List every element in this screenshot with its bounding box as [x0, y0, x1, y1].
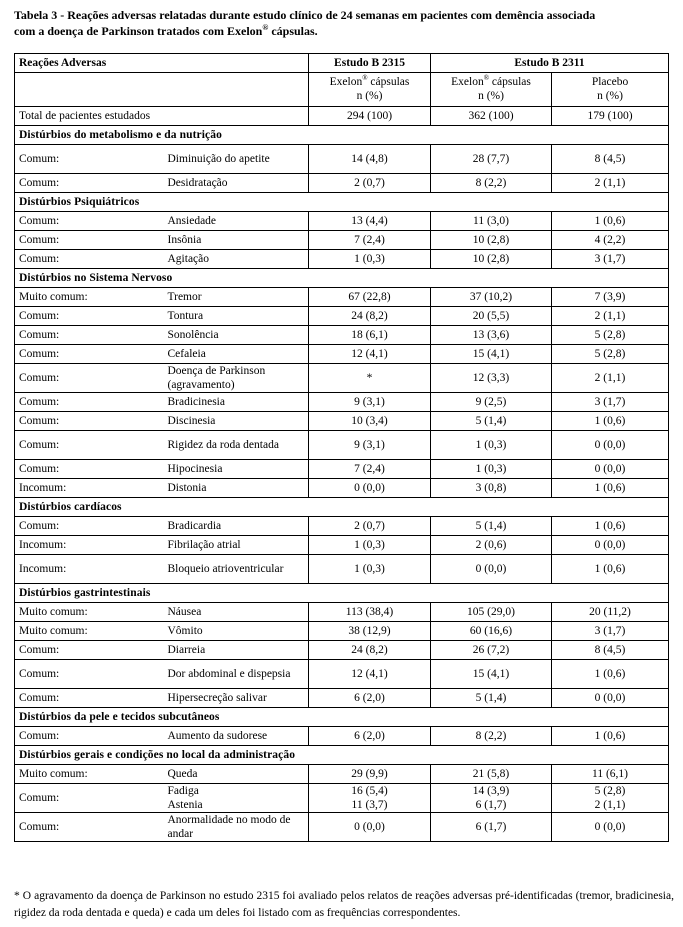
- cell-frequency: Comum:: [15, 145, 164, 174]
- caption-line1: Tabela 3 - Reações adversas relatadas durante estudo clínico de 24 semanas em pacientes com demência associada: [14, 8, 596, 22]
- cell-b2311-placebo: 1 (0,6): [552, 517, 669, 536]
- cell-frequency: Comum:: [15, 250, 164, 269]
- cell-line: 16 (5,4): [351, 785, 388, 797]
- cell-b2315: 38 (12,9): [309, 622, 431, 641]
- cell-b2311-exelon: 8 (2,2): [431, 727, 552, 746]
- cell-b2311-exelon: 1 (0,3): [431, 431, 552, 460]
- table-row: [15, 689, 669, 708]
- cell-reaction: Náusea: [164, 603, 309, 622]
- cell-reaction: Distonia: [164, 479, 309, 498]
- cell-frequency: Comum:: [15, 784, 164, 813]
- cell-b2311-placebo: 5 (2,8): [552, 326, 669, 345]
- cell-b2311-exelon: 9 (2,5): [431, 393, 552, 412]
- header-b2315: Estudo B 2315: [309, 54, 431, 73]
- cell-reaction: Aumento da sudorese: [164, 727, 309, 746]
- cell-reaction: Cefaleia: [164, 345, 309, 364]
- cell-b2315: 1 (0,3): [309, 536, 431, 555]
- cell-reaction: Hipocinesia: [164, 460, 309, 479]
- cell-frequency: Comum:: [15, 326, 164, 345]
- cell-frequency: Comum:: [15, 393, 164, 412]
- table-row: [15, 431, 669, 460]
- cell-b2315: 12 (4,1): [309, 660, 431, 689]
- header-row: [15, 54, 669, 73]
- cell-frequency: Comum:: [15, 212, 164, 231]
- section-title: Distúrbios da pele e tecidos subcutâneos: [15, 708, 669, 727]
- cell-line: Astenia: [167, 799, 203, 811]
- cell-b2311-placebo: 5 (2,8): [552, 345, 669, 364]
- table-row: [15, 536, 669, 555]
- cell-b2311-exelon: 12 (3,3): [431, 364, 552, 393]
- subheader-placebo: Placebo n (%): [552, 73, 669, 107]
- cell-b2311-placebo: 7 (3,9): [552, 288, 669, 307]
- table-row: [15, 393, 669, 412]
- cell-b2311-placebo: 0 (0,0): [552, 813, 669, 842]
- table-row: [15, 364, 669, 393]
- table-row: [15, 641, 669, 660]
- cell-b2311-exelon: 5 (1,4): [431, 689, 552, 708]
- cell-b2311-placebo: 2 (1,1): [552, 174, 669, 193]
- cell-b2311-exelon: 105 (29,0): [431, 603, 552, 622]
- cell-reaction: Desidratação: [164, 174, 309, 193]
- total-row: [15, 107, 669, 126]
- cell-b2315: 12 (4,1): [309, 345, 431, 364]
- section-row: [15, 708, 669, 727]
- cell-b2311-placebo: 1 (0,6): [552, 660, 669, 689]
- header-b2311: Estudo B 2311: [431, 54, 669, 73]
- cell-b2311-exelon: 6 (1,7): [431, 813, 552, 842]
- section-title: Distúrbios Psiquiátricos: [15, 193, 669, 212]
- table-row: [15, 460, 669, 479]
- section-row: [15, 498, 669, 517]
- cell-reaction: Sonolência: [164, 326, 309, 345]
- cell-reaction: Bradicardia: [164, 517, 309, 536]
- cell-b2311-placebo: 2 (1,1): [552, 364, 669, 393]
- table-row: [15, 326, 669, 345]
- cell-b2311-exelon: 15 (4,1): [431, 345, 552, 364]
- cell-b2311-placebo: 0 (0,0): [552, 431, 669, 460]
- cell-b2311-exelon: 10 (2,8): [431, 250, 552, 269]
- section-title: Distúrbios gerais e condições no local da administração: [15, 746, 669, 765]
- cell-b2315: 9 (3,1): [309, 431, 431, 460]
- section-title: Distúrbios cardíacos: [15, 498, 669, 517]
- table-row: [15, 660, 669, 689]
- cell-frequency: Comum:: [15, 345, 164, 364]
- cell-frequency: Comum:: [15, 689, 164, 708]
- cell-frequency: Comum:: [15, 364, 164, 393]
- cell-reaction: Fibrilação atrial: [164, 536, 309, 555]
- cell-reaction: Discinesia: [164, 412, 309, 431]
- cell-reaction: Tremor: [164, 288, 309, 307]
- header-reacoes: Reações Adversas: [15, 54, 309, 73]
- subheader-b2315-exelon: Exelon® cápsulas n (%): [309, 73, 431, 107]
- cell-b2315: 1 (0,3): [309, 250, 431, 269]
- cell-frequency: Comum:: [15, 641, 164, 660]
- cell-line: 2 (1,1): [594, 799, 626, 811]
- cell-frequency: Muito comum:: [15, 603, 164, 622]
- caption-line2: com a doença de Parkinson tratados com Exelon: [14, 24, 263, 38]
- cell-b2311-exelon: 362 (100): [431, 107, 552, 126]
- adverse-reactions-table: [14, 53, 669, 842]
- table-row: [15, 622, 669, 641]
- cell-b2311-placebo: 8 (4,5): [552, 145, 669, 174]
- cell-b2315: 13 (4,4): [309, 212, 431, 231]
- cell-b2311-placebo: 2 (1,1): [552, 307, 669, 326]
- table-row: [15, 288, 669, 307]
- cell-frequency: Comum:: [15, 174, 164, 193]
- cell-frequency: Comum:: [15, 460, 164, 479]
- section-title: Distúrbios no Sistema Nervoso: [15, 269, 669, 288]
- cell-b2311-placebo: 0 (0,0): [552, 536, 669, 555]
- cell-b2311-exelon: 10 (2,8): [431, 231, 552, 250]
- table-row: [15, 727, 669, 746]
- cell-b2311-placebo: 3 (1,7): [552, 393, 669, 412]
- cell-b2311-exelon: 0 (0,0): [431, 555, 552, 584]
- cell-b2311-placebo: 0 (0,0): [552, 460, 669, 479]
- table-row: [15, 479, 669, 498]
- cell-b2311-exelon: 21 (5,8): [431, 765, 552, 784]
- cell-line: 6 (1,7): [475, 799, 507, 811]
- cell-b2311-exelon: 5 (1,4): [431, 517, 552, 536]
- section-title: Distúrbios do metabolismo e da nutrição: [15, 126, 669, 145]
- cell-b2311-placebo: 1 (0,6): [552, 555, 669, 584]
- cell-frequency: Muito comum:: [15, 288, 164, 307]
- table-row: [15, 765, 669, 784]
- cell-b2311-placebo: 1 (0,6): [552, 479, 669, 498]
- cell-b2311-exelon: 8 (2,2): [431, 174, 552, 193]
- cell-reaction: Tontura: [164, 307, 309, 326]
- cell-b2311-exelon: 20 (5,5): [431, 307, 552, 326]
- cell-reaction: Queda: [164, 765, 309, 784]
- section-row: [15, 584, 669, 603]
- cell-b2315: 1 (0,3): [309, 555, 431, 584]
- table-row: [15, 555, 669, 584]
- cell-frequency: Comum:: [15, 727, 164, 746]
- cell-b2315: 10 (3,4): [309, 412, 431, 431]
- cell-b2311-exelon: 15 (4,1): [431, 660, 552, 689]
- cell-frequency: Comum:: [15, 307, 164, 326]
- cell-reaction: Diminuição do apetite: [164, 145, 309, 174]
- cell-reaction: Bradicinesia: [164, 393, 309, 412]
- cell-b2315: 6 (2,0): [309, 689, 431, 708]
- cell-b2315: 294 (100): [309, 107, 431, 126]
- cell-b2311-placebo: 0 (0,0): [552, 689, 669, 708]
- cell-b2311-placebo: 1 (0,6): [552, 727, 669, 746]
- cell-b2315: 24 (8,2): [309, 307, 431, 326]
- cell-frequency: Comum:: [15, 412, 164, 431]
- cell-b2315: 7 (2,4): [309, 231, 431, 250]
- cell-frequency: Muito comum:: [15, 622, 164, 641]
- cell-frequency: Comum:: [15, 517, 164, 536]
- cell-b2311-exelon: 11 (3,0): [431, 212, 552, 231]
- cell-b2311-exelon: 5 (1,4): [431, 412, 552, 431]
- cell-b2311-exelon: 37 (10,2): [431, 288, 552, 307]
- cell-b2315: 6 (2,0): [309, 727, 431, 746]
- table-row: [15, 784, 669, 813]
- cell-b2311-placebo: 1 (0,6): [552, 212, 669, 231]
- table-row: [15, 212, 669, 231]
- cell-b2315: 24 (8,2): [309, 641, 431, 660]
- cell-b2315: [309, 784, 431, 813]
- cell-frequency: Incomum:: [15, 555, 164, 584]
- cell-b2311-placebo: 179 (100): [552, 107, 669, 126]
- section-row: [15, 193, 669, 212]
- cell-b2315: 14 (4,8): [309, 145, 431, 174]
- cell-reaction: Agitação: [164, 250, 309, 269]
- subheader-empty: [15, 73, 309, 107]
- cell-b2311-placebo: 8 (4,5): [552, 641, 669, 660]
- cell-line: 5 (2,8): [594, 785, 626, 797]
- cell-reaction: Insônia: [164, 231, 309, 250]
- cell-frequency: Comum:: [15, 231, 164, 250]
- cell-reaction: Doença de Parkinson (agravamento): [164, 364, 309, 393]
- cell-b2311-exelon: 2 (0,6): [431, 536, 552, 555]
- cell-b2315: 2 (0,7): [309, 174, 431, 193]
- table-row: [15, 145, 669, 174]
- cell-reaction: [164, 784, 309, 813]
- cell-reaction: Rigidez da roda dentada: [164, 431, 309, 460]
- cell-frequency: Incomum:: [15, 479, 164, 498]
- cell-line: Fadiga: [167, 785, 199, 797]
- cell-b2315: 67 (22,8): [309, 288, 431, 307]
- cell-b2315: 9 (3,1): [309, 393, 431, 412]
- cell-line: 11 (3,7): [351, 799, 388, 811]
- section-row: [15, 126, 669, 145]
- section-title: Distúrbios gastrintestinais: [15, 584, 669, 603]
- cell-b2311-exelon: 26 (7,2): [431, 641, 552, 660]
- cell-reaction: Anormalidade no modo de andar: [164, 813, 309, 842]
- cell-b2311-exelon: 1 (0,3): [431, 460, 552, 479]
- cell-b2311-exelon: 60 (16,6): [431, 622, 552, 641]
- cell-reaction: Bloqueio atrioventricular: [164, 555, 309, 584]
- registered-mark: ®: [262, 23, 269, 32]
- cell-frequency: Muito comum:: [15, 765, 164, 784]
- total-label: Total de pacientes estudados: [15, 107, 309, 126]
- cell-b2311-placebo: 3 (1,7): [552, 622, 669, 641]
- cell-frequency: Incomum:: [15, 536, 164, 555]
- cell-b2315: 0 (0,0): [309, 479, 431, 498]
- cell-b2311-placebo: 20 (11,2): [552, 603, 669, 622]
- subheader-b2311-exelon: Exelon® cápsulas n (%): [431, 73, 552, 107]
- cell-b2315: 7 (2,4): [309, 460, 431, 479]
- cell-reaction: Ansiedade: [164, 212, 309, 231]
- cell-frequency: Comum:: [15, 431, 164, 460]
- table-row: [15, 412, 669, 431]
- cell-frequency: Comum:: [15, 813, 164, 842]
- table-row: [15, 231, 669, 250]
- cell-b2311-placebo: 4 (2,2): [552, 231, 669, 250]
- table-row: [15, 345, 669, 364]
- cell-b2311-placebo: [552, 784, 669, 813]
- cell-b2315: *: [309, 364, 431, 393]
- cell-reaction: Dor abdominal e dispepsia: [164, 660, 309, 689]
- cell-b2311-exelon: [431, 784, 552, 813]
- section-row: [15, 746, 669, 765]
- table-row: [15, 517, 669, 536]
- cell-b2311-exelon: 28 (7,7): [431, 145, 552, 174]
- cell-b2315: 0 (0,0): [309, 813, 431, 842]
- cell-b2311-placebo: 3 (1,7): [552, 250, 669, 269]
- cell-frequency: Comum:: [15, 660, 164, 689]
- cell-line: 14 (3,9): [472, 785, 510, 797]
- table-row: [15, 307, 669, 326]
- table-caption: [14, 7, 674, 39]
- cell-b2315: 18 (6,1): [309, 326, 431, 345]
- cell-reaction: Vômito: [164, 622, 309, 641]
- cell-b2311-exelon: 3 (0,8): [431, 479, 552, 498]
- table-row: [15, 174, 669, 193]
- cell-b2315: 2 (0,7): [309, 517, 431, 536]
- cell-b2311-exelon: 13 (3,6): [431, 326, 552, 345]
- section-row: [15, 269, 669, 288]
- cell-b2315: 29 (9,9): [309, 765, 431, 784]
- cell-b2315: 113 (38,4): [309, 603, 431, 622]
- table-row: [15, 813, 669, 842]
- cell-reaction: Diarreia: [164, 641, 309, 660]
- cell-reaction: Hipersecreção salivar: [164, 689, 309, 708]
- caption-line2-end: cápsulas.: [268, 24, 318, 38]
- cell-b2311-placebo: 11 (6,1): [552, 765, 669, 784]
- table-row: [15, 603, 669, 622]
- table-row: [15, 250, 669, 269]
- cell-b2311-placebo: 1 (0,6): [552, 412, 669, 431]
- subheader-row: [15, 73, 669, 107]
- footnote: * O agravamento da doença de Parkinson no estudo 2315 foi avaliado pelos relatos de reações adversas pré-identificadas (tremor, bradicinesia, rigidez da roda dentada e queda) e cada um deles foi listado com as frequências correspondentes.: [14, 890, 674, 919]
